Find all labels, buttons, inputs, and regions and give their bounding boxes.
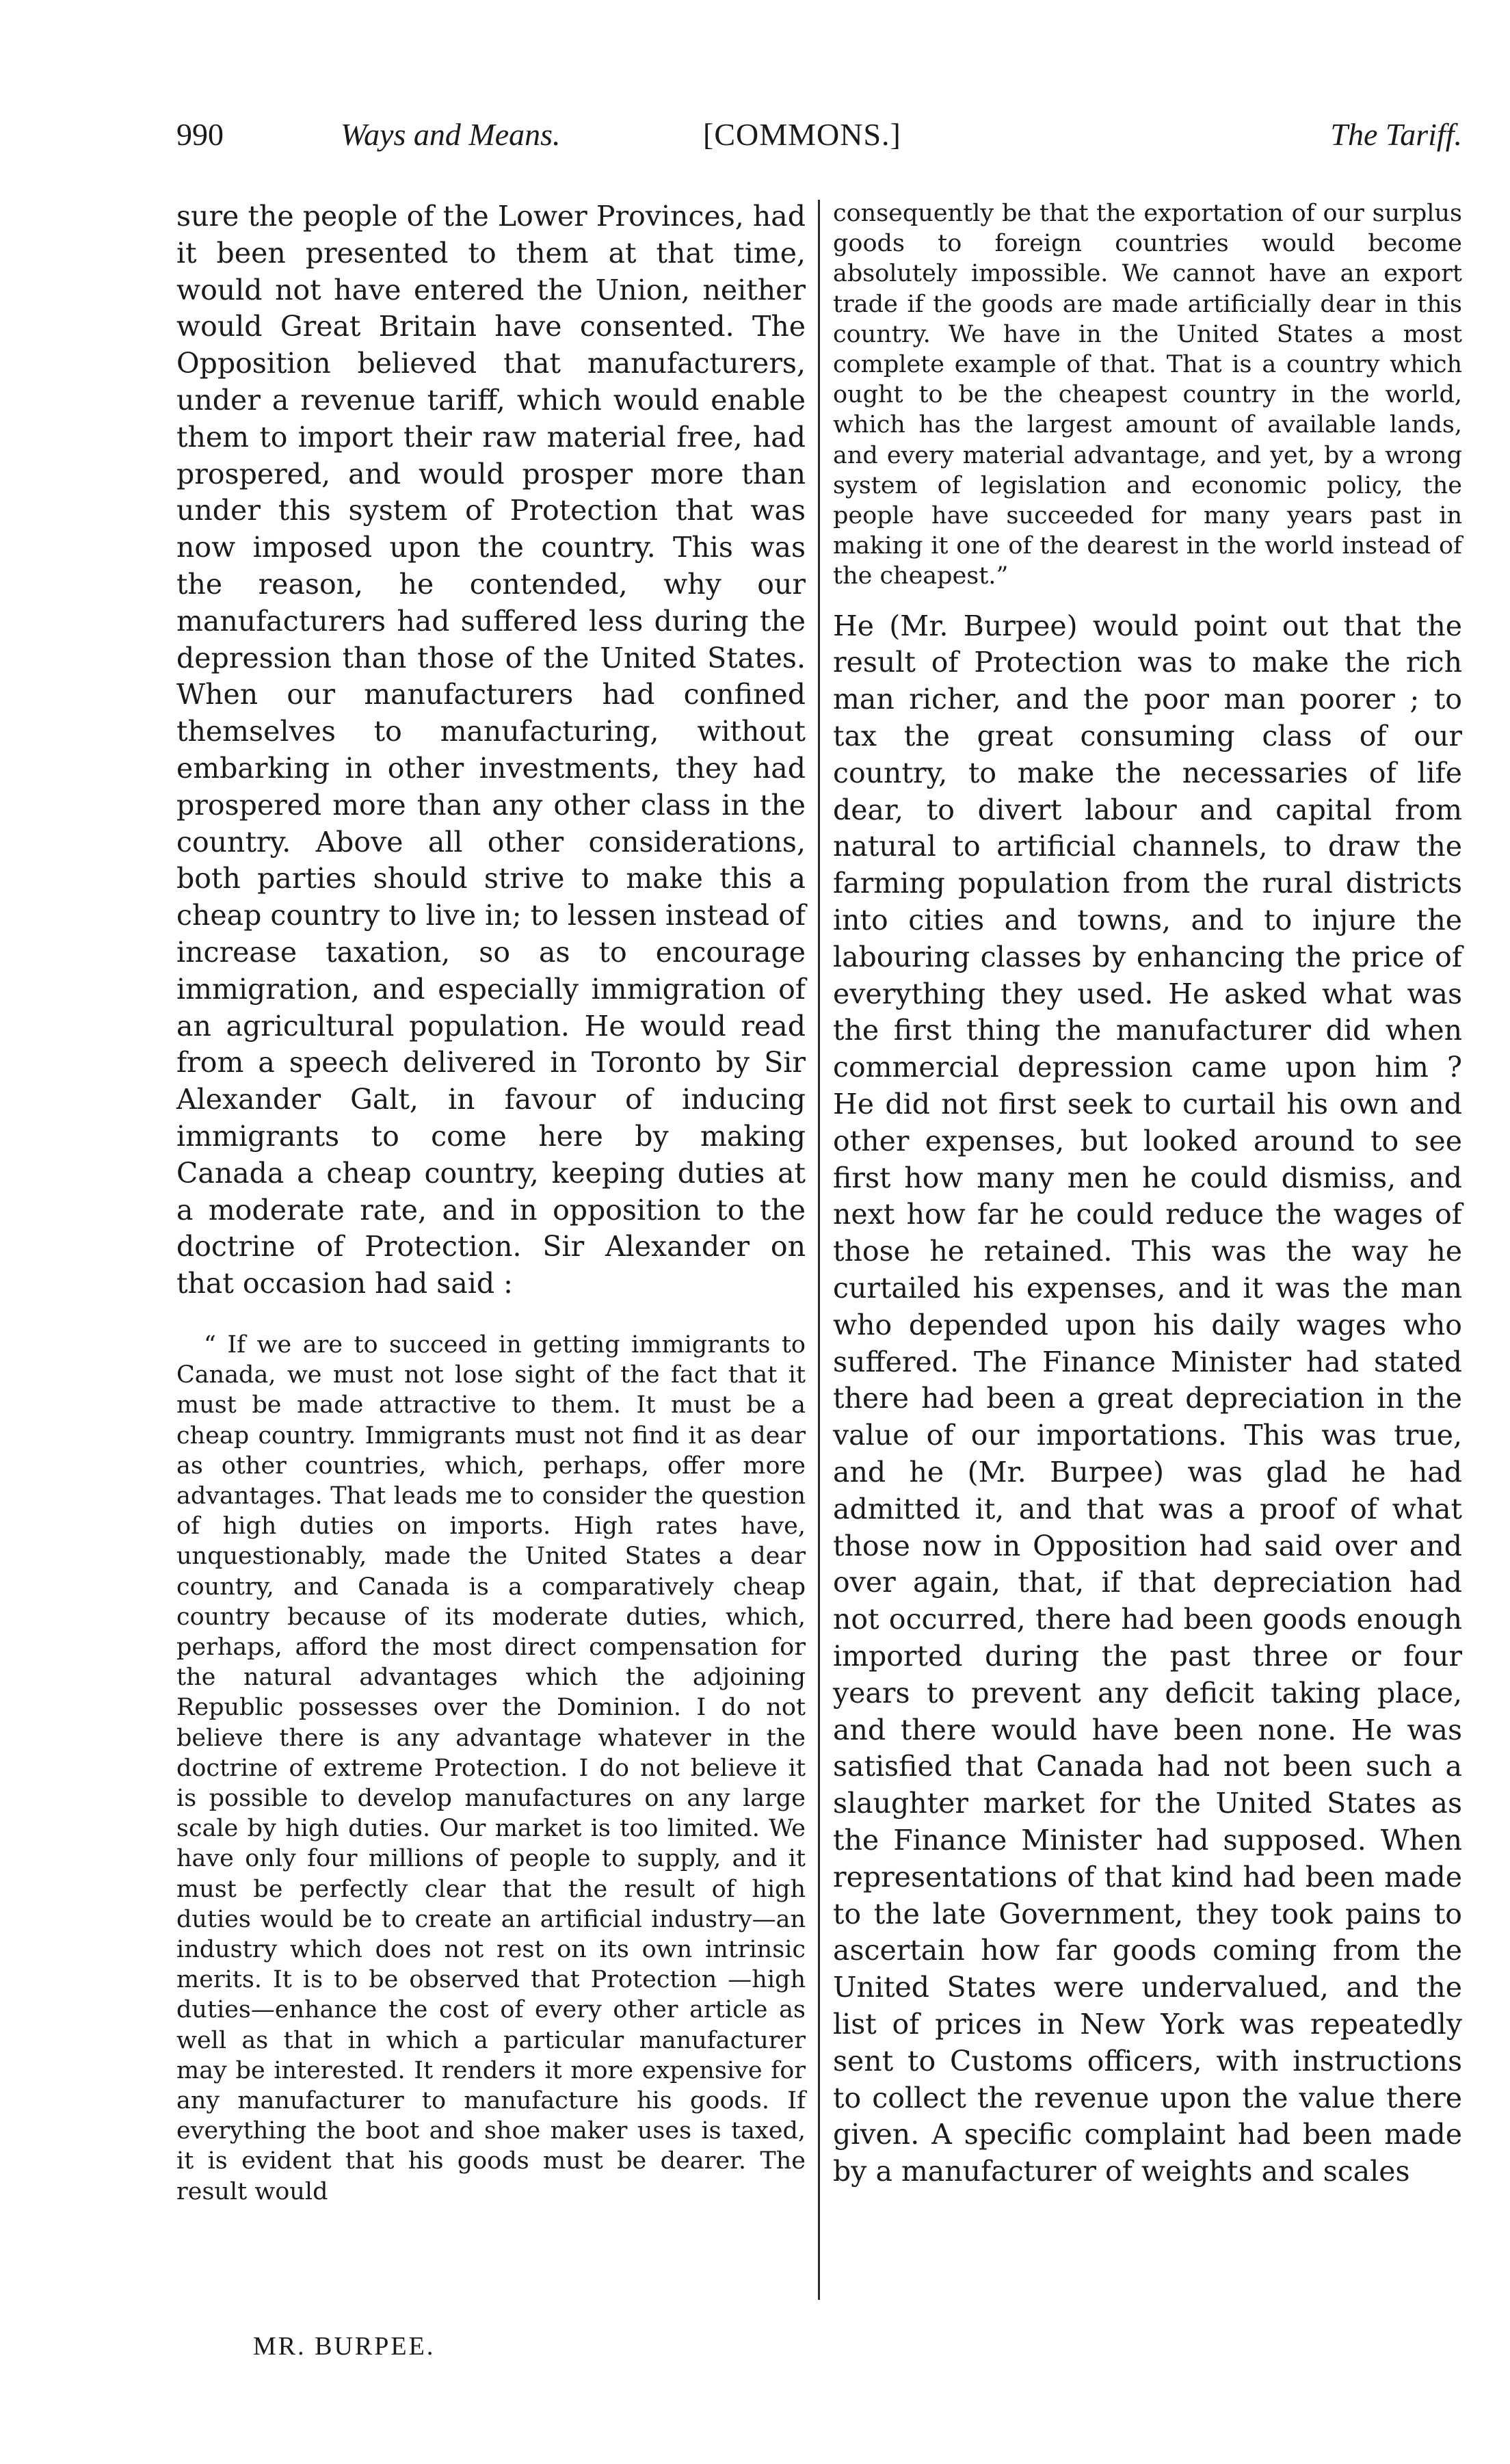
right-paragraph: He (Mr. Burpee) would point out that the result of Protection was to make the rich man richer, and the poor man poorer ; to tax the great consuming class of our country, to make the necessaries of life dear, to divert labour and capital from natural to artificial channels, to draw the farming population from the rural districts into cities and towns, and to injure the labouring classes by enhancing the price of everything they used. He asked what was the first thing the manufacturer did when commercial depression came upon him ? He did not first seek to curtail his own and other expenses, but looked around to see first how many men he could dismiss, and next how far he could reduce the wages of those he retained. This was the way he curtailed his expenses, and it was the man who depended upon his daily wages who suffered. The Finance Minister had stated there had been a great depreciation in the value of our importations. This was true, and he (Mr. Burpee) was glad he had admitted it, and that was a proof of what those now in Opposition had said over and over again, that, if that depreciation had not occurred, there had been goods enough imported during the past three or four years to prevent any deficit taking place, and there would have been none. He was satisfied that Canada had not been such a slaughter market for the United States as the Finance Minister had supposed. When representations of that kind had been made to the late Government, they took pains to ascertain how far goods coming from the United States were undervalued, and the list of prices in New York was repeatedly sent to Customs officers, with instructions to collect the revenue upon the value there given. A specific complaint had been made by a manufacturer of weights and scales: [833, 609, 1462, 2188]
page-number: 990: [176, 117, 224, 152]
left-paragraph: sure the people of the Lower Provinces, had it been presented to them at that time, would not have entered the Union, neither would Great Britain have consented. The Opposition believed that manufacturers, under a revenue tariff, which would enable them to import their raw material free, had prospered, and would prosper more than under this system of Protection that was now imposed upon the country. This was the reason, he contended, why our manufacturers had suffered less during the depression than those of the United States. When our manufacturers had confined themselves to manufacturing, without embarking in other investments, they had prospered more than any other class in the country. Above all other considerations, both parties should strive to make this a cheap country to live in; to lessen instead of increase taxation, so as to encourage immigration, and especially immigration of an agricultural population. He would read from a speech delivered in Toronto by Sir Alexander Galt, in favour of inducing immigrants to come here by making Canada a cheap country, keeping duties at a moderate rate, and in opposition to the doctrine of Protection. Sir Alexander on that occasion had said :: [176, 200, 806, 1300]
speaker-footer: MR. BURPEE.: [253, 2332, 436, 2361]
header-center-title: [COMMONS.]: [703, 117, 901, 152]
header-left-title: Ways and Means.: [341, 117, 561, 152]
header-right-title: The Tariff.: [1330, 117, 1462, 152]
galt-quote: “ If we are to succeed in getting immigrants to Canada, we must not lose sight of the fact that it must be made attractive to them. It must be a cheap country. Immigrants must not find it as dear as other countries, which, perhaps, offer more advantages. That leads me to consider the question of high duties on imports. High rates have, unquestionably, made the United States a dear country, and Canada is a comparatively cheap country because of its moderate duties, which, perhaps, afford the most direct compensation for the natural advantages which the adjoining Republic possesses over the Dominion. I do not believe there is any advantage whatever in the doctrine of extreme Protection. I do not believe it is possible to develop manufactures on any large scale by high duties. Our market is too limited. We have only four millions of people to supply, and it must be perfectly clear that the result of high duties would be to create an artificial industry—an industry which does not rest on its own intrinsic merits. It is to be observed that Protection —high duties—enhance the cost of every other article as well as that in which a particular manufacturer may be interested. It renders it more expensive for any manufacturer to manufacture his goods. If everything the boot and shoe maker uses is taxed, it is evident that his goods must be dearer. The result would: [176, 1331, 806, 2205]
running-header: [176, 116, 1462, 164]
right-column: [833, 198, 1462, 2190]
column-divider: [818, 200, 820, 2300]
left-column: [176, 198, 806, 2207]
galt-quote-continued: consequently be that the exportation of our surplus goods to foreign countries would become absolutely impossible. We cannot have an export trade if the goods are made artificially dear in this country. We have in the United States a most complete example of that. That is a country which ought to be the cheapest country in the world, which has the largest amount of available lands, and every material advantage, and yet, by a wrong system of legislation and economic policy, the people have succeeded for many years past in making it one of the dearest in the world instead of the cheapest.”: [833, 200, 1462, 590]
